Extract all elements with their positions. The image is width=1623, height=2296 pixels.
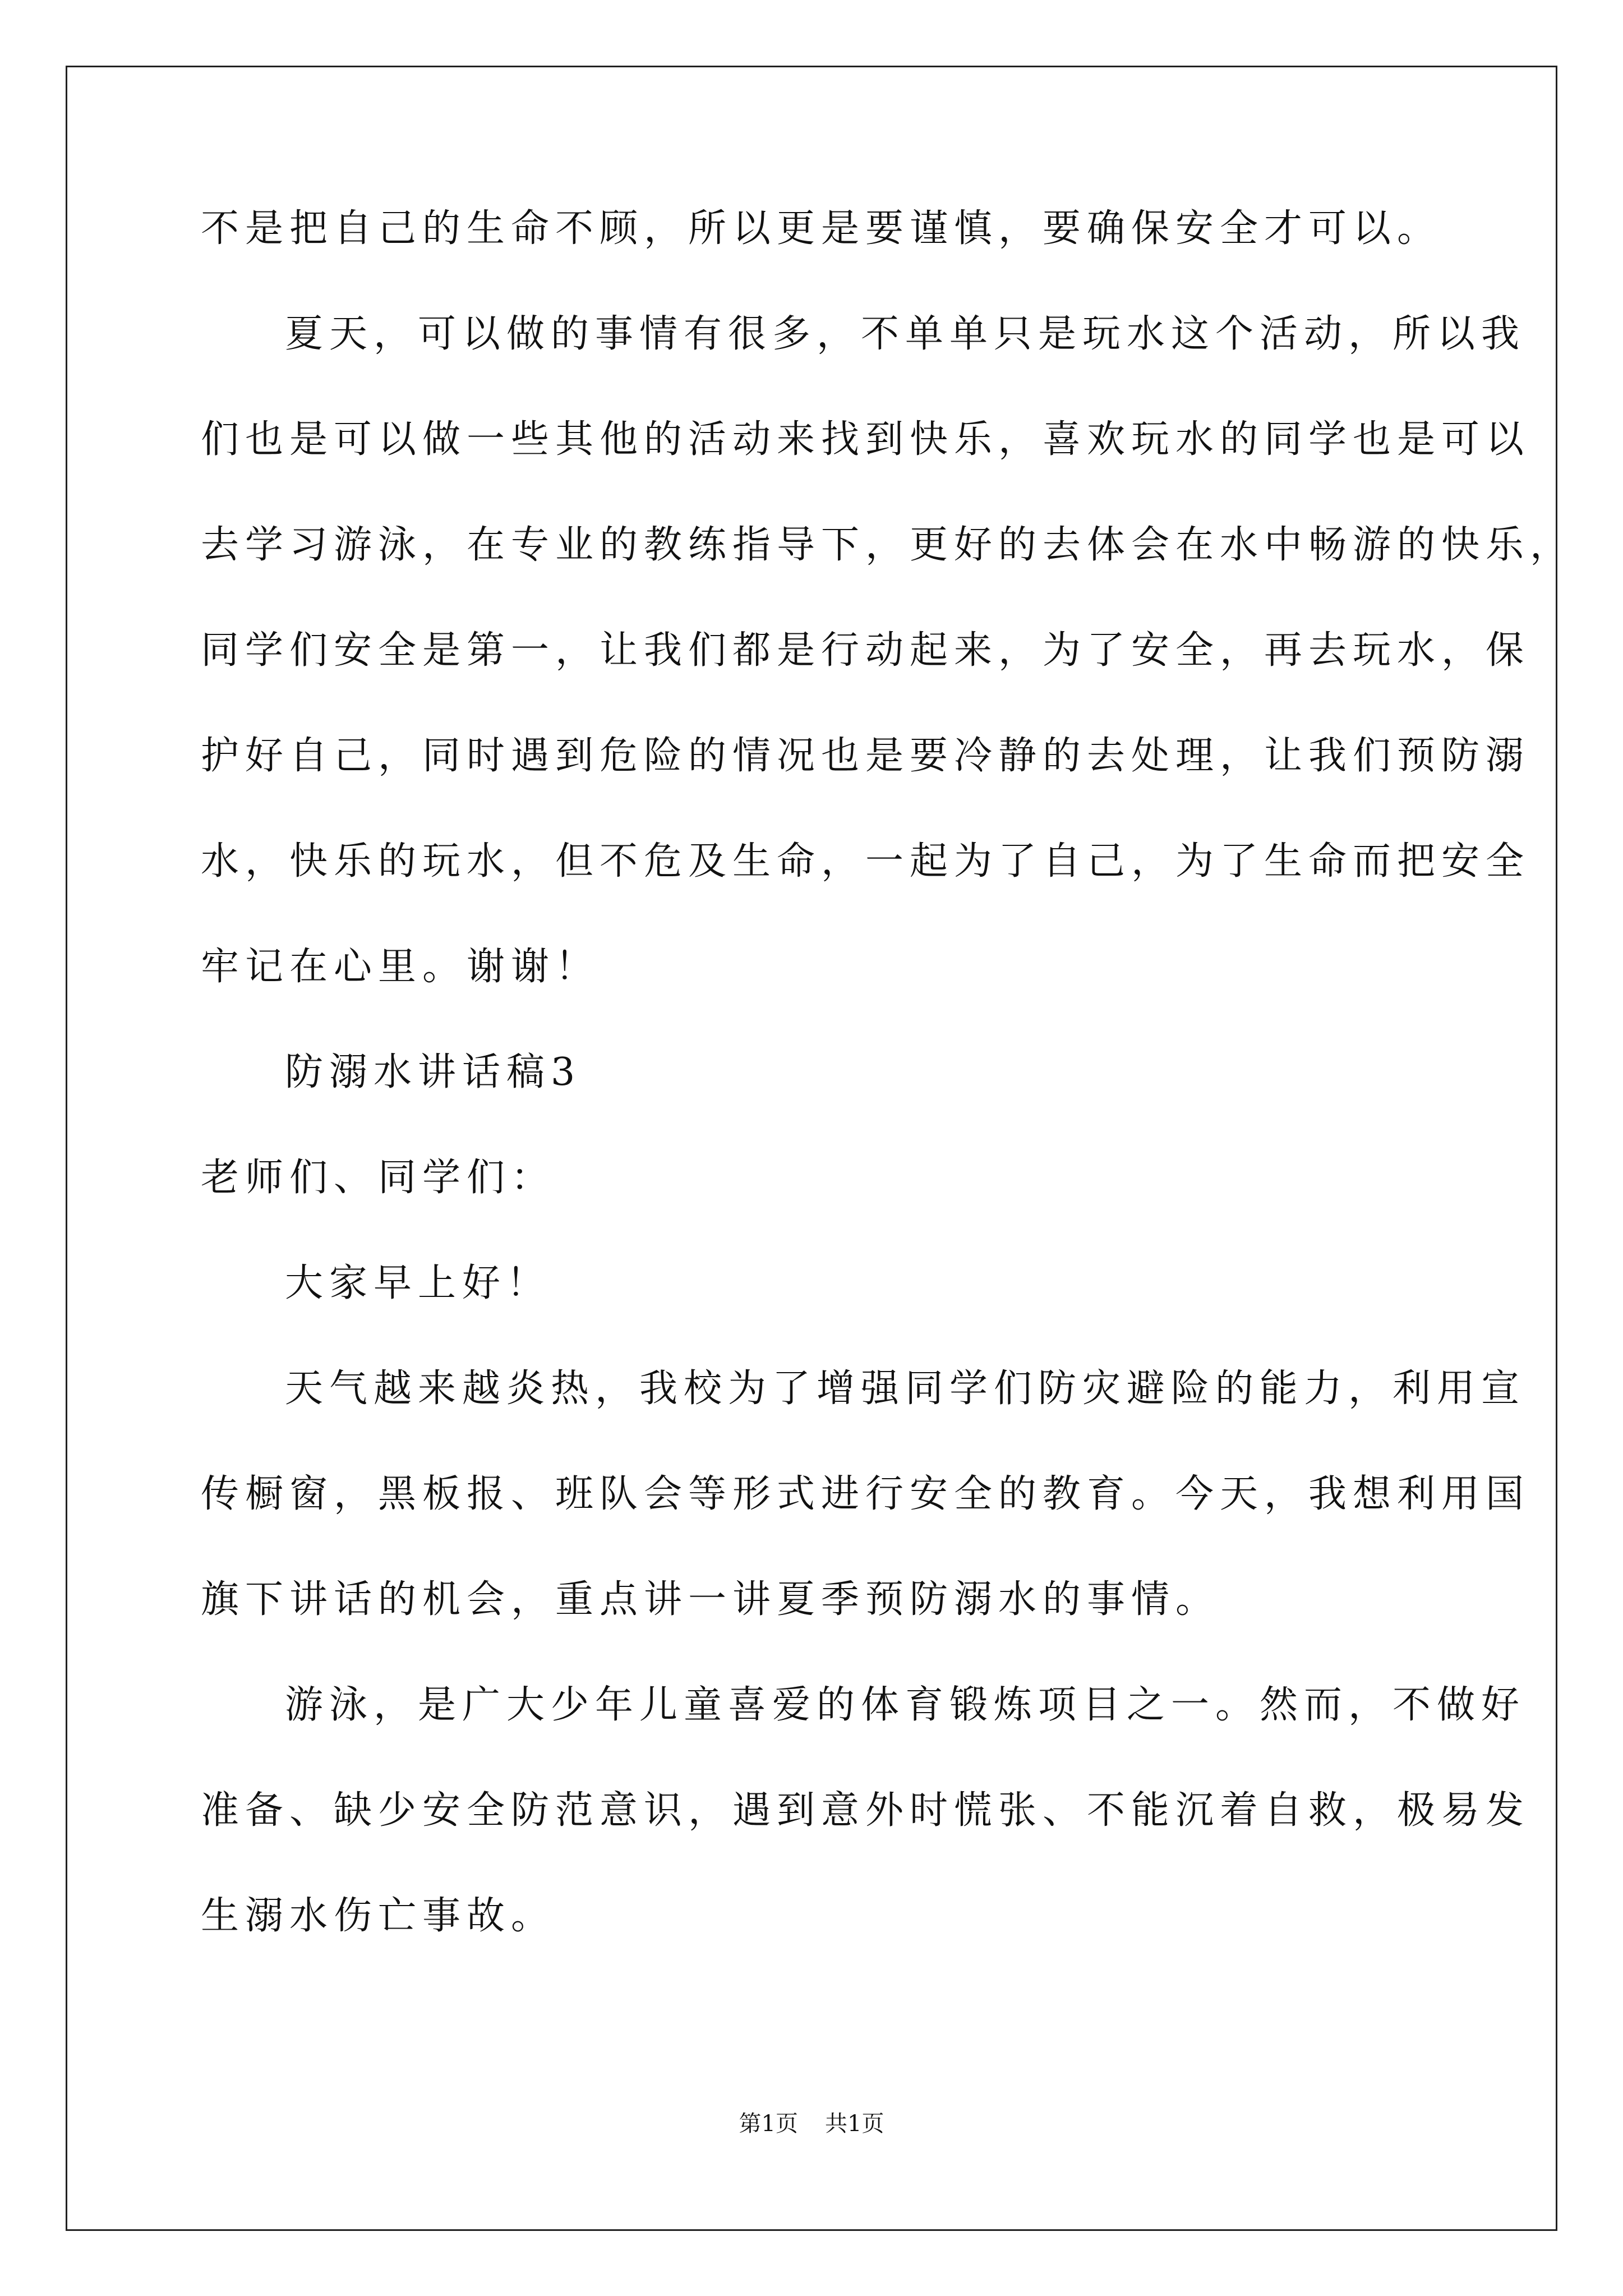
- paragraph-line: 护好自己，同时遇到危险的情况也是要冷静的去处理，让我们预防溺: [201, 734, 1530, 778]
- salutation: 老师们、同学们：: [201, 1156, 556, 1200]
- paragraph-line: 旗下讲话的机会，重点讲一讲夏季预防溺水的事情。: [201, 1577, 1220, 1622]
- paragraph-line: 游泳，是广大少年儿童喜爱的体育锻炼项目之一。然而，不做好: [285, 1683, 1526, 1727]
- paragraph-line: 夏天，可以做的事情有很多，不单单只是玩水这个活动，所以我: [285, 312, 1526, 356]
- greeting: 大家早上好！: [285, 1261, 551, 1305]
- paragraph-line: 生溺水伤亡事故。: [201, 1894, 556, 1938]
- paragraph-line: 去学习游泳，在专业的教练指导下，更好的去体会在水中畅游的快乐，: [201, 523, 1575, 567]
- page-total: 共1页: [825, 2111, 884, 2137]
- paragraph-line: 不是把自己的生命不顾，所以更是要谨慎，要确保安全才可以。: [201, 206, 1442, 251]
- paragraph-line: 准备、缺少安全防范意识，遇到意外时慌张、不能沉着自救，极易发: [201, 1788, 1530, 1833]
- page-footer: [0, 2108, 1623, 2139]
- paragraph-line: 天气越来越炎热，我校为了增强同学们防灾避险的能力，利用宣: [285, 1366, 1526, 1411]
- paragraph-line: 们也是可以做一些其他的活动来找到快乐，喜欢玩水的同学也是可以: [201, 417, 1530, 462]
- page-number: 第1页: [739, 2111, 798, 2137]
- paragraph-line: 牢记在心里。谢谢！: [201, 945, 600, 989]
- section-title: 防溺水讲话稿3: [285, 1050, 582, 1094]
- paragraph-line: 同学们安全是第一，让我们都是行动起来，为了安全，再去玩水，保: [201, 628, 1530, 673]
- paragraph-line: 传橱窗，黑板报、班队会等形式进行安全的教育。今天，我想利用国: [201, 1472, 1530, 1516]
- paragraph-line: 水，快乐的玩水，但不危及生命，一起为了自己，为了生命而把安全: [201, 839, 1530, 884]
